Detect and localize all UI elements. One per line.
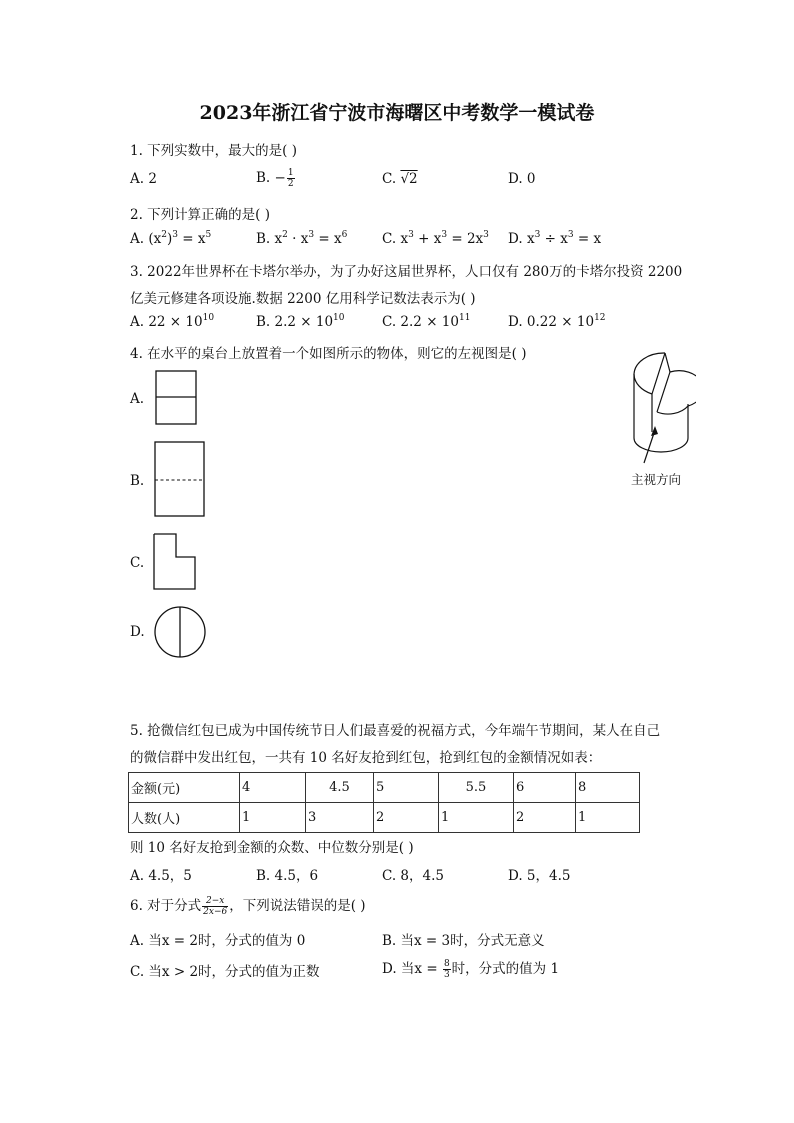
q6-option-b: B. 当x = 3时，分式无意义 [382,933,545,949]
q1-stem: 1. 下列实数中，最大的是( ) [130,143,297,159]
table-cell: 8 [576,773,640,803]
page-title: 2023年浙江省宁波市海曙区中考数学一模试卷 [199,102,595,124]
q2-stem: 2. 下列计算正确的是( ) [130,207,270,223]
q3-stem-line2: 亿美元修建各项设施.数据 2200 亿用科学记数法表示为( ) [130,291,476,307]
table-cell: 1 [240,803,306,833]
q2-option-d: D. $x^3 \div x^3 = x$ [508,230,602,247]
q4-stem: 4. 在水平的桌台上放置着一个如图所示的物体，则它的左视图是( ) [130,346,527,362]
q3-option-c: C. $2.2 \times 10^{11}$ [382,313,471,330]
table-cell: 人数(人) [129,803,240,833]
q2-option-a: A. $(x^2)^3 = x^5$ [130,230,212,247]
q2-option-c: C. $x^3 + x^3 = 2x^3$ [382,230,489,247]
q4-option-d-figure [153,605,209,661]
q4-option-c-figure [152,532,200,592]
q4-object-figure [622,346,696,464]
q2-option-b: B. $x^2 \cdot x^3 = x^6$ [256,230,348,247]
q1-option-c: C. √2 [382,171,418,187]
q4-figure-caption: 主视方向 [631,472,682,487]
q5-amount-table [128,772,640,833]
table-cell: 5.5 [439,773,514,803]
q3-option-a: A. $22 \times 10^{10}$ [130,313,215,330]
q1-option-d: D. 0 [508,171,536,187]
table-cell: 6 [514,773,576,803]
q5-option-b: B. 4.5，6 [256,868,319,884]
table-cell: 3 [306,803,374,833]
q5-stem-line1: 5. 抢微信红包已成为中国传统节日人们最喜爱的祝福方式，今年端午节期间，某人在自己 [130,723,661,739]
q6-option-a: A. 当x = 2时，分式的值为 0 [130,933,306,949]
table-cell: 金额(元) [129,773,240,803]
table-cell: 1 [439,803,514,833]
q1-option-b: B. − $\frac{1}{2}$ [256,168,294,189]
table-row [129,803,640,833]
table-row [129,773,640,803]
q1-option-a: A. 2 [130,171,157,187]
q4-option-b-label: B. [130,473,145,489]
q4-option-c-label: C. [130,555,145,571]
q5-option-c: C. 8，4.5 [382,868,444,884]
table-cell: 2 [374,803,439,833]
q3-option-b: B. $2.2 \times 10^{10}$ [256,313,345,330]
q6-option-d: D. 当x = $\frac{8}{3}$ 时，分式的值为 1 [382,959,560,980]
q5-stem-line2: 的微信群中发出红包，一共有 10 名好友抢到红包，抢到红包的金额情况如表： [130,750,602,766]
q5-option-a: A. 4.5，5 [130,868,192,884]
q3-option-d: D. $0.22 \times 10^{12}$ [508,313,606,330]
q5-option-d: D. 5，4.5 [508,868,571,884]
q4-option-b-figure [153,440,209,520]
q4-option-a-label: A. [130,391,145,407]
q6-option-c: C. 当x > 2时，分式的值为正数 [130,964,320,980]
q4-option-d-label: D. [130,624,145,640]
table-cell: 2 [514,803,576,833]
q4-option-a-figure [154,369,200,427]
table-cell: 4.5 [306,773,374,803]
table-cell: 1 [576,803,640,833]
table-cell: 5 [374,773,439,803]
q5-question: 则 10 名好友抢到金额的众数、中位数分别是( ) [130,840,414,856]
q6-stem: 6. 对于分式 $\frac{2-x}{2x-6}$ ，下列说法错误的是( ) [130,896,366,917]
q3-stem-line1: 3. 2022年世界杯在卡塔尔举办，为了办好这届世界杯，人口仅有 280万的卡塔尔投资 2200 [130,264,683,280]
table-cell: 4 [240,773,306,803]
